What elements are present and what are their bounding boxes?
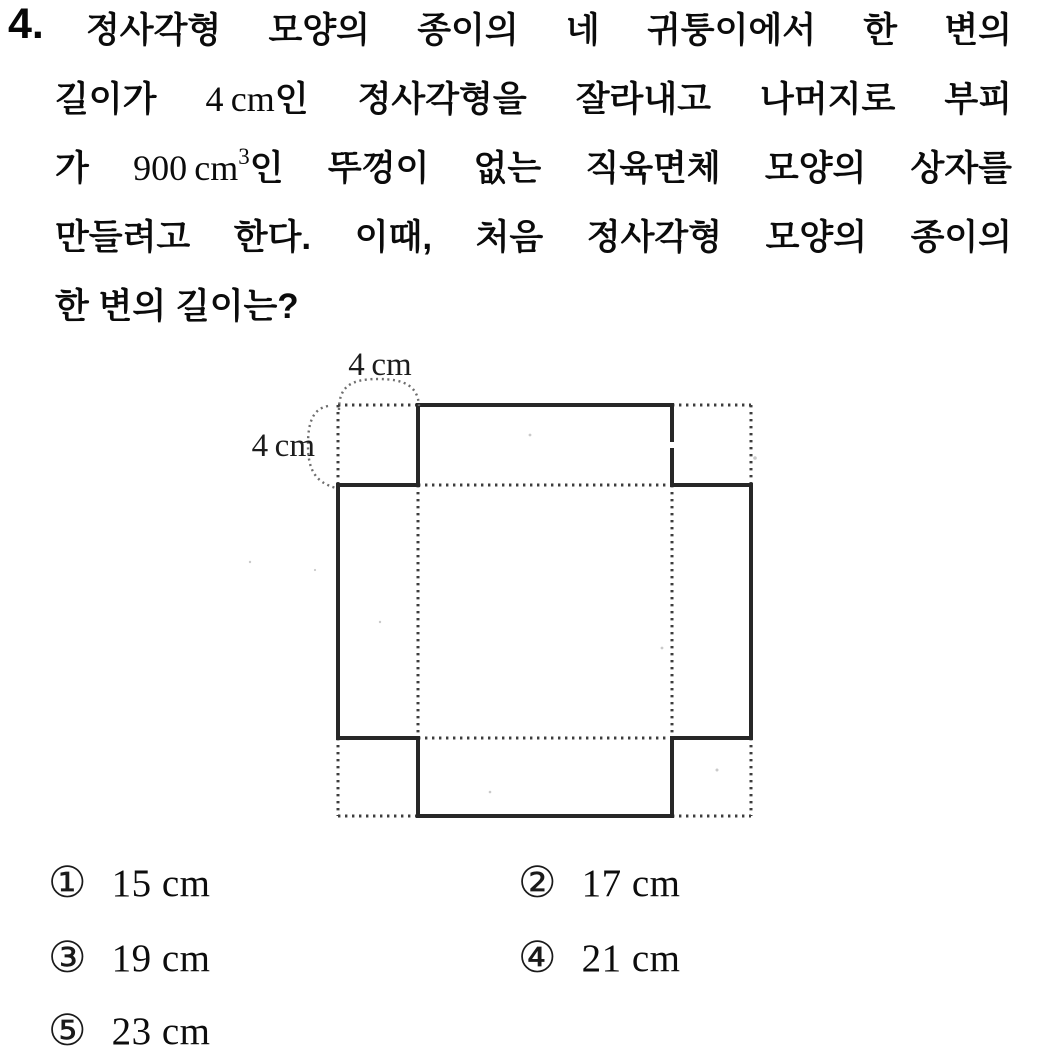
choice-1-marker: ① xyxy=(48,860,87,907)
corner-brace-top xyxy=(339,379,419,410)
choice-5 xyxy=(48,1010,210,1053)
choice-2 xyxy=(518,862,680,905)
choice-3-value: 19 cm xyxy=(111,937,211,980)
choice-3 xyxy=(48,937,210,980)
paper-outline-dotted xyxy=(338,405,751,816)
fold-lines-dotted xyxy=(418,485,672,738)
question-line-5 xyxy=(55,272,1012,341)
question-line-3 xyxy=(55,134,1012,203)
choice-1-value: 15 cm xyxy=(111,862,211,905)
text-segment: 정사각형 모양의 종이의 네 귀퉁이에서 한 변의 xyxy=(86,11,1012,50)
dimension-label-top: 4 cm xyxy=(348,347,412,383)
text-segment: 한 변의 길이는? xyxy=(55,287,299,326)
text-segment: 길이가 xyxy=(55,80,206,119)
choice-3-marker: ③ xyxy=(48,935,87,982)
choice-5-marker: ⑤ xyxy=(48,1008,87,1055)
choice-2-marker: ② xyxy=(518,860,557,907)
text-segment: 3 xyxy=(238,144,250,169)
question-line-4 xyxy=(55,203,1012,272)
dimension-label-left: 4 cm xyxy=(251,428,315,464)
text-segment: 4 cm xyxy=(205,79,275,119)
text-segment: 900 cm xyxy=(133,148,239,188)
question-text xyxy=(55,0,1012,341)
choice-2-value: 17 cm xyxy=(581,862,681,905)
question-line-1 xyxy=(55,0,1012,65)
choice-1 xyxy=(48,862,210,905)
text-segment: 인 정사각형을 잘라내고 나머지로 부피 xyxy=(274,80,1012,119)
choice-4-marker: ④ xyxy=(518,935,557,982)
choice-5-value: 23 cm xyxy=(111,1010,211,1053)
question-number: 4. xyxy=(8,0,44,48)
question-line-2 xyxy=(55,65,1012,134)
box-net-diagram xyxy=(230,340,830,855)
cut-lines-solid xyxy=(338,405,751,816)
text-segment: 인 뚜껑이 없는 직육면체 모양의 상자를 xyxy=(249,149,1012,188)
choice-4 xyxy=(518,937,680,980)
text-segment: 가 xyxy=(55,149,134,188)
choices xyxy=(0,860,1046,1055)
choice-4-value: 21 cm xyxy=(581,937,681,980)
text-segment: 만들려고 한다. 이때, 처음 정사각형 모양의 종이의 xyxy=(55,218,1012,257)
